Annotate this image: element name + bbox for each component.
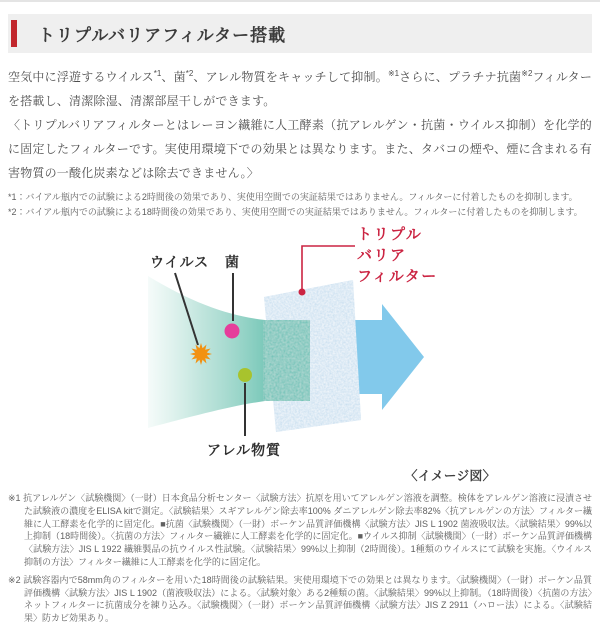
intro-text-segment: フィルターを搭載し、清潔除湿、清潔部屋干しができます。 bbox=[8, 70, 593, 108]
diagram-caption: 〈イメージ図〉 bbox=[405, 469, 496, 483]
test-footnote-1: ※1 抗アレルゲン〈試験機関〉（一財）日本食品分析センター〈試験方法〉抗原を用いてアレルゲン溶液を調整。検体をアレルゲン溶液に浸漬させた試験液の濃度をELISA kitで測定。〈試験結果〉スギアレルゲン除去率100% ダニアレルゲン除去率82%〈抗アレルゲンの方法〉フィルター繊維に人工酵素を化学的に固定化。■抗菌〈試験機関〉（一財）ボーケン品質評価機構〈試験方法〉JIS L 1902 菌液吸収法。〈試験結果〉99%以上抑制（18時間後）。〈抗菌の方法〉フィルター繊維に人工酵素を化学的に固定化。■ウイルス抑制〈試験機関〉（一財）ボーケン品質評価機構〈試験方法〉JIS L 1922 繊維製品の抗ウイルス性試験。〈試験結果〉99%以上抑制（2時間後）。1種類のウイルスにて試験を実施。〈ウイルス抑制の方法〉フィルター繊維に人工酵素を化学的に固定化。 bbox=[8, 493, 592, 567]
footnote-ref-sup: ※1 bbox=[387, 69, 400, 78]
filter-diagram bbox=[8, 224, 592, 486]
test-footnote-2: ※2 試験容器内で58mm角のフィルターを用いた18時間後の試験結果。実使用環境下での効果とは異なります。〈試験機関〉（一財）ボーケン品質評価機構〈試験方法〉JIS L 1902（菌液吸収法）による。〈試験対象〉ある2種類の菌。〈試験結果〉99%以上抑制。（18時間後）〈抗菌の方法〉ネットフィルターに抗菌成分を練り込み。〈試験機関〉（一財）ボーケン品質評価機構〈試験方法〉JIS Z 2911（ハロー法）による。〈試験結果〉防カビ効果あり。 bbox=[8, 574, 592, 624]
intro-text-segment: さらに、プラチナ抗菌 bbox=[399, 70, 522, 84]
footnote-ref-sup: ※2 bbox=[521, 69, 533, 78]
vial-note-2: *2：バイアル瓶内での試験による18時間後の効果であり、実使用空間での実証結果ではありません。フィルターに付着したものを抑制します。 bbox=[8, 207, 583, 217]
test-footnotes bbox=[8, 492, 592, 625]
allergen-label: アレル物質 bbox=[207, 442, 282, 458]
bacteria-marker bbox=[225, 324, 240, 339]
vial-notes bbox=[8, 190, 592, 220]
filter-back-sheet bbox=[263, 320, 310, 401]
filter-callout-label bbox=[357, 224, 438, 287]
virus-label: ウイルス bbox=[150, 254, 210, 270]
filter-callout-line2: バリア bbox=[357, 247, 407, 264]
airflow-arrow bbox=[352, 304, 424, 410]
filter-callout-dot bbox=[299, 289, 306, 296]
intro-text-segment: 、菌 bbox=[161, 70, 186, 84]
bacteria-label: 菌 bbox=[225, 254, 240, 270]
vial-note-1: *1：バイアル瓶内での試験による2時間後の効果であり、実使用空間での実証結果ではありません。フィルターに付着したものを抑制します。 bbox=[8, 192, 578, 202]
allergen-marker bbox=[238, 368, 252, 382]
description-paragraph: 〈トリプルバリアフィルターとはレーヨン繊維に人工酵素（抗アレルゲン・抗菌・ウイルス抑制）を化学的に固定したフィルターです。実使用環境下での効果とは異なります。また、タバコの煙や、煙に含まれる有害物質の一酸化炭素などは除去できません。〉 bbox=[8, 118, 592, 180]
intro-text-segment: 、アレル物質をキャッチして抑制。 bbox=[193, 70, 388, 84]
section-header bbox=[8, 14, 592, 53]
filter-diagram-graphic bbox=[8, 224, 592, 486]
product-feature-page bbox=[0, 2, 600, 625]
intro-paragraph bbox=[8, 62, 592, 113]
footnote-ref-sup: *1 bbox=[153, 69, 162, 78]
header-accent-bar bbox=[11, 20, 17, 47]
filter-callout-line1: トリプル bbox=[357, 226, 423, 243]
footnote-ref-sup: *2 bbox=[185, 69, 194, 78]
filter-callout-line3: フィルター bbox=[357, 268, 438, 285]
intro-text-segment: 空気中に浮遊するウイルス bbox=[8, 70, 154, 84]
section-title: トリプルバリアフィルター搭載 bbox=[38, 26, 287, 45]
